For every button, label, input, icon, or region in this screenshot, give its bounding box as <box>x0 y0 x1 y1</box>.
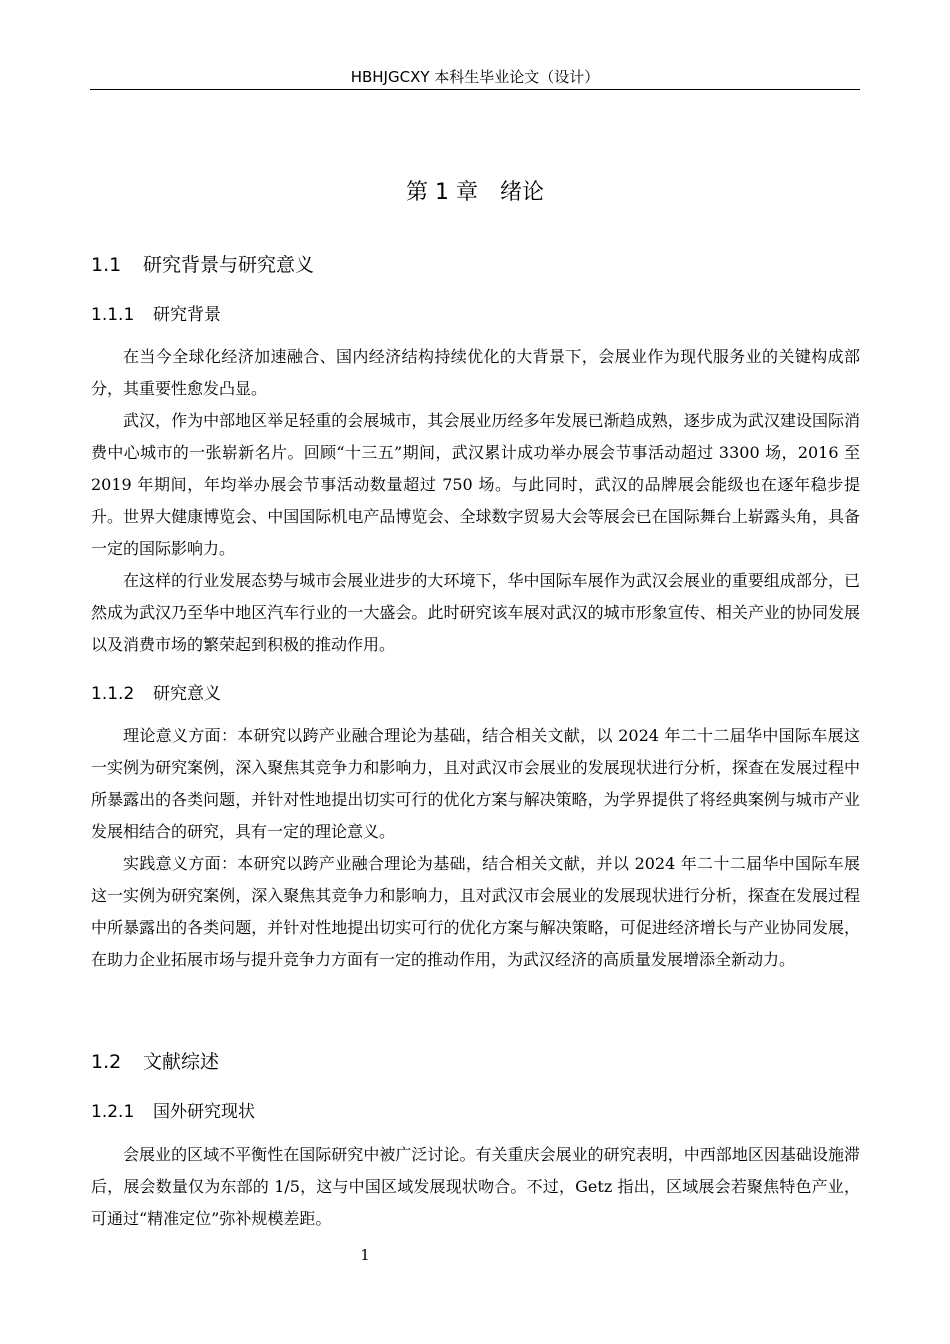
section-number: 1.1 <box>91 254 122 276</box>
subsection-heading-1-1-2 <box>91 681 221 707</box>
subsection-number: 1.1.2 <box>91 684 135 704</box>
subsection-number: 1.2.1 <box>91 1102 135 1122</box>
chapter-title: 第 1 章 绪论 <box>406 180 544 205</box>
section-title: 文献综述 <box>143 1051 220 1073</box>
paragraph-background-2: 武汉，作为中部地区举足轻重的会展城市，其会展业历经多年发展已渐趋成熟，逐步成为武汉建设国际消费中心城市的一张崭新名片。回顾“十三五”期间，武汉累计成功举办展会节事活动超过 3300 场，2016 至 2019 年期间，年均举办展会节事活动数量超过 750 场。与此同时，武汉的品牌展会能级也在逐年稳步提升。世界大健康博览会、中国国际机电产品博览会、全球数字贸易大会等展会已在国际舞台上崭露头角，具备一定的国际影响力。 <box>91 411 860 558</box>
paragraph-foreign-research: 会展业的区域不平衡性在国际研究中被广泛讨论。有关重庆会展业的研究表明，中西部地区因基础设施滞后，展会数量仅为东部的 1/5，这与中国区域发展现状吻合。不过，Getz 指出，区域展会若聚焦特色产业，可通过“精准定位”弥补规模差距。 <box>91 1145 860 1228</box>
section-title: 研究背景与研究意义 <box>143 254 315 276</box>
page-header: HBHJGCXY 本科生毕业论文（设计） <box>350 68 600 86</box>
paragraph-theoretical-significance: 理论意义方面：本研究以跨产业融合理论为基础，结合相关文献，以 2024 年二十二届华中国际车展这一实例为研究案例，深入聚焦其竞争力和影响力，且对武汉市会展业的发展现状进行分析，探查在发展过程中所暴露出的各类问题，并针对性地提出切实可行的优化方案与解决策略，为学界提供了将经典案例与城市产业发展相结合的研究，具有一定的理论意义。 <box>91 726 860 841</box>
subsection-title: 国外研究现状 <box>153 1102 255 1122</box>
subsection-title: 研究背景 <box>153 305 221 325</box>
subsection-title: 研究意义 <box>153 684 221 704</box>
subsection-number: 1.1.1 <box>91 305 135 325</box>
paragraph-practical-significance: 实践意义方面：本研究以跨产业融合理论为基础，结合相关文献，并以 2024 年二十二届华中国际车展这一实例为研究案例，深入聚焦其竞争力和影响力，且对武汉市会展业的发展现状进行分析，探查在发展过程中所暴露出的各类问题，并针对性地提出切实可行的优化方案与解决策略，可促进经济增长与产业协同发展，在助力企业拓展市场与提升竞争力方面有一定的推动作用，为武汉经济的高质量发展增添全新动力。 <box>91 854 860 969</box>
paragraph-background-1: 在当今全球化经济加速融合、国内经济结构持续优化的大背景下，会展业作为现代服务业的关键构成部分，其重要性愈发凸显。 <box>91 347 860 398</box>
section-heading-1-1 <box>91 251 314 279</box>
page-number: 1 <box>360 1246 370 1264</box>
section-number: 1.2 <box>91 1051 122 1073</box>
section-heading-1-2 <box>91 1048 219 1076</box>
header-divider <box>90 89 860 90</box>
paragraph-background-3: 在这样的行业发展态势与城市会展业进步的大环境下，华中国际车展作为武汉会展业的重要组成部分，已然成为武汉乃至华中地区汽车行业的一大盛会。此时研究该车展对武汉的城市形象宣传、相关产业的协同发展以及消费市场的繁荣起到积极的推动作用。 <box>91 571 860 654</box>
subsection-heading-1-2-1 <box>91 1099 255 1125</box>
subsection-heading-1-1-1 <box>91 302 221 328</box>
